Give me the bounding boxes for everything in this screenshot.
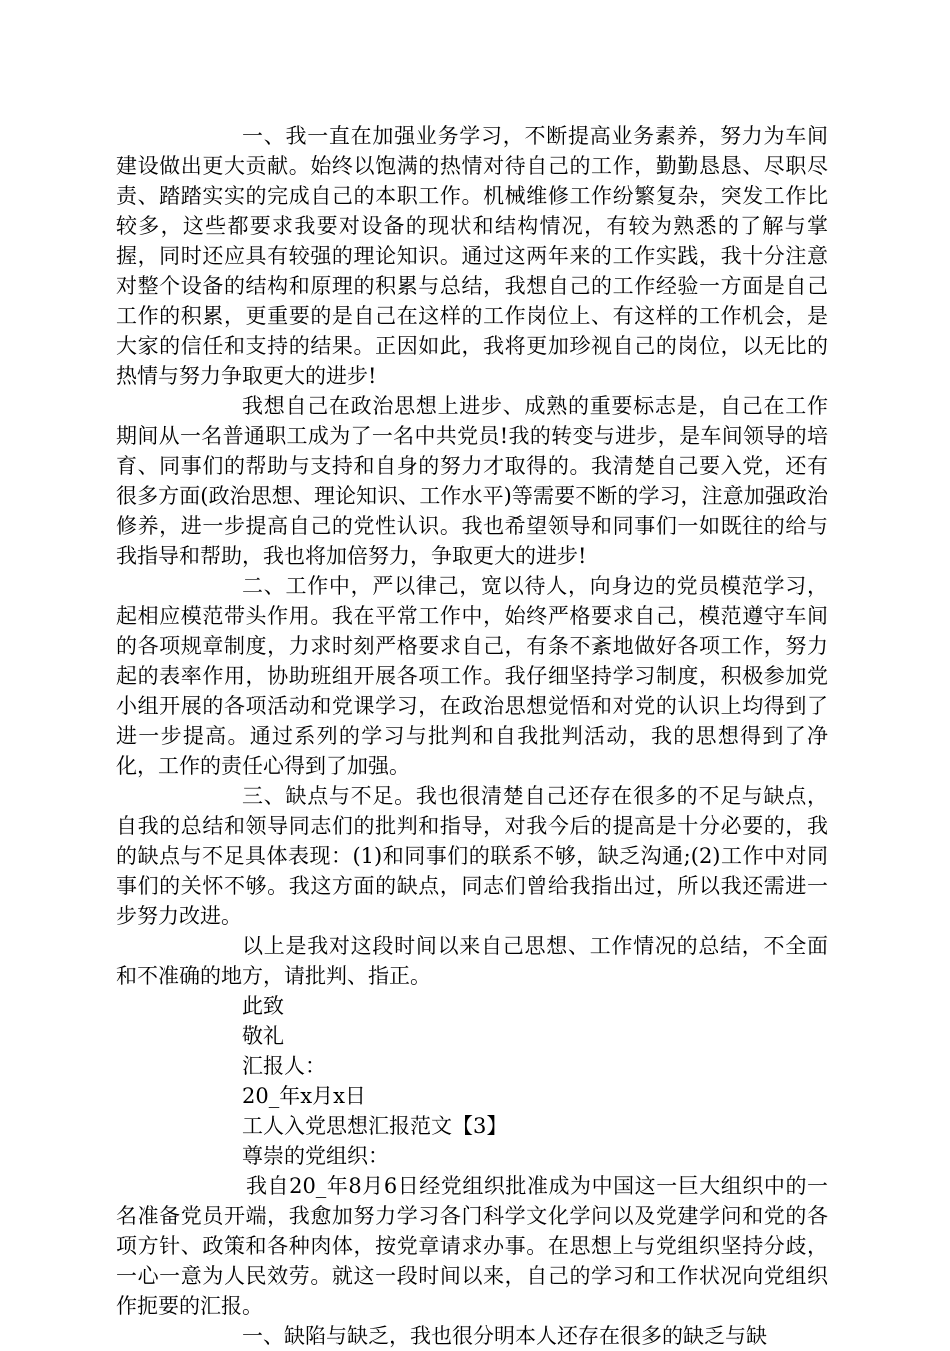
paragraph-shortcomings: 三、缺点与不足。我也很清楚自己还存在很多的不足与缺点，自我的总结和领导同志们的批判和指导，对我今后的提高是十分必要的，我的缺点与不足具体表现：(1)和同事们的联系不够，缺乏沟通;(2)工作中对同事们的关怀不够。我这方面的缺点，同志们曾给我指出过，所以我还需进一步努力改进。: [116, 784, 828, 928]
closing-respect: 敬礼: [242, 1024, 284, 1048]
closing-reporter: 汇报人：: [242, 1054, 326, 1078]
paragraph-political-progress: 我想自己在政治思想上进步、成熟的重要标志是，自己在工作期间从一名普通职工成为了一名中共党员!我的转变与进步，是车间领导的培育、同事们的帮助与支持和自身的努力才取得的。我清楚自己要入党，还有很多方面(政治思想、理论知识、工作水平)等需要不断的学习，注意加强政治修养，进一步提高自己的党性认识。我也希望领导和同事们一如既往的给与我指导和帮助，我也将加倍努力，争取更大的进步!: [116, 394, 828, 568]
paragraph-report-intro: 我自20_年8月6日经党组织批准成为中国这一巨大组织中的一名准备党员开端，我愈加努力学习各门科学文化学问以及党建学问和党的各项方针、政策和各种肉体，按党章请求办事。在思想上与党组织坚持分歧，一心一意为人民效劳。就这一段时间以来，自己的学习和工作状况向党组织作扼要的汇报。: [116, 1174, 828, 1318]
section-title: 工人入党思想汇报范文【3】: [242, 1114, 508, 1138]
greeting: 尊崇的党组织：: [242, 1144, 389, 1168]
closing-date: 20_年x月x日: [242, 1084, 366, 1108]
paragraph-summary: 以上是我对这段时间以来自己思想、工作情况的总结，不全面和不准确的地方，请批判、指正。: [116, 934, 828, 988]
closing-salutation: 此致: [242, 994, 284, 1018]
paragraph-defects: 一、缺陷与缺乏，我也很分明本人还存在很多的缺乏与缺: [242, 1324, 767, 1348]
paragraph-self-discipline: 二、工作中，严以律己，宽以待人，向身边的党员模范学习，起相应模范带头作用。我在平常工作中，始终严格要求自己，模范遵守车间的各项规章制度，力求时刻严格要求自己，有条不紊地做好各项工作，努力起的表率作用，协助班组开展各项工作。我仔细坚持学习制度，积极参加党小组开展的各项活动和党课学习，在政治思想觉悟和对党的认识上均得到了进一步提高。通过系列的学习与批判和自我批判活动，我的思想得到了净化，工作的责任心得到了加强。: [116, 574, 828, 778]
document-body: [116, 121, 828, 1351]
paragraph-work-study: 一、我一直在加强业务学习，不断提高业务素养，努力为车间建设做出更大贡献。始终以饱满的热情对待自己的工作，勤勤恳恳、尽职尽责、踏踏实实的完成自己的本职工作。机械维修工作纷繁复杂，突发工作比较多，这些都要求我要对设备的现状和结构情况，有较为熟悉的了解与掌握，同时还应具有较强的理论知识。通过这两年来的工作实践，我十分注意对整个设备的结构和原理的积累与总结，我想自己的工作经验一方面是自己工作的积累，更重要的是自己在这样的工作岗位上、有这样的工作机会，是大家的信任和支持的结果。正因如此，我将更加珍视自己的岗位，以无比的热情与努力争取更大的进步!: [116, 124, 828, 388]
